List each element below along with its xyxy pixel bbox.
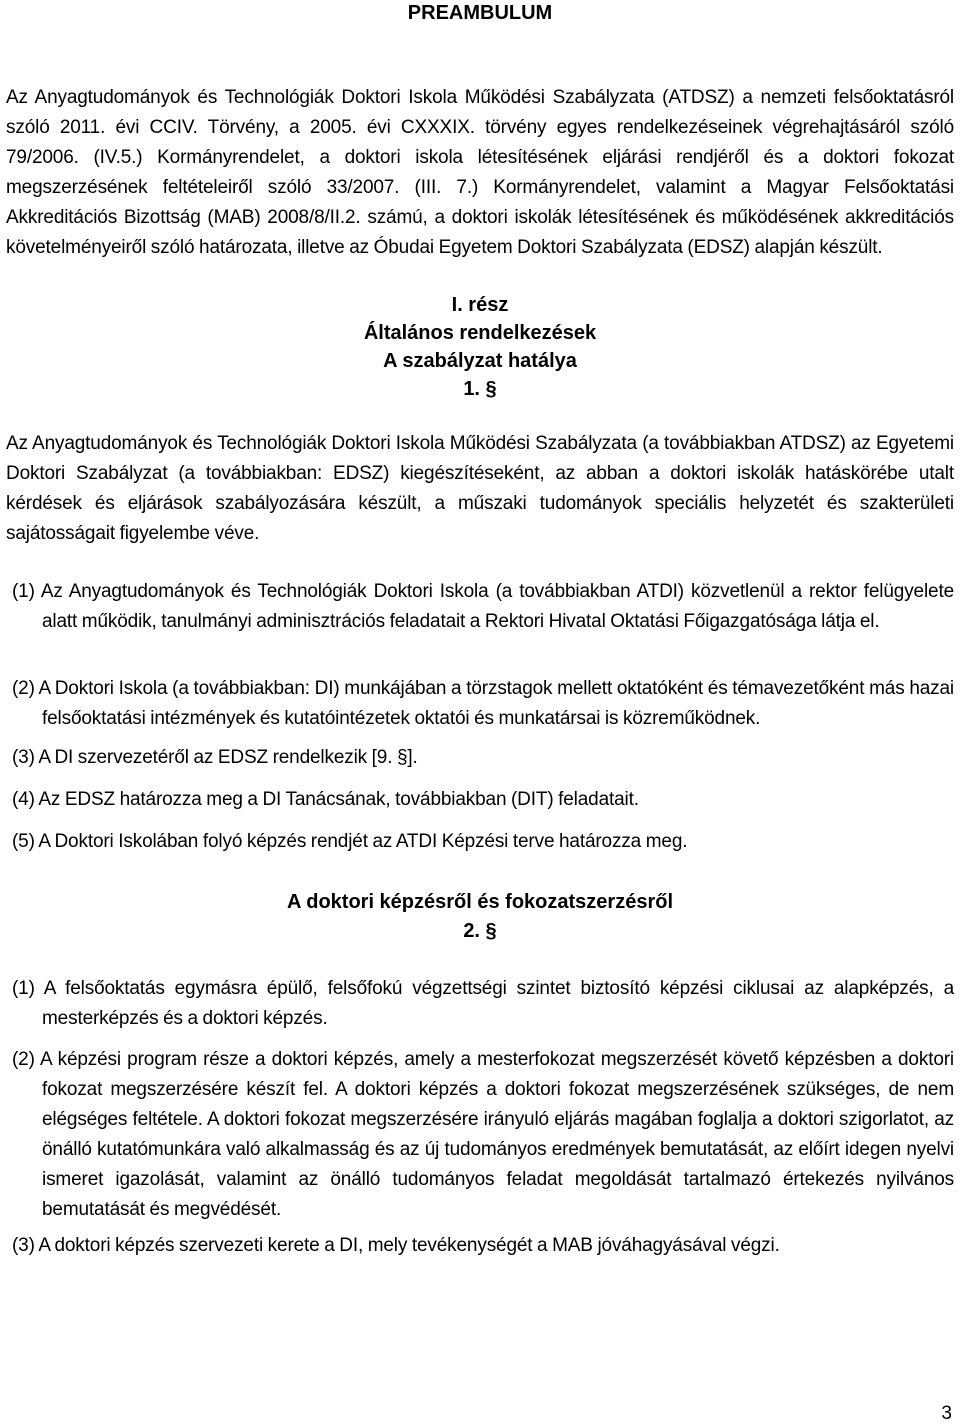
item-text: A doktori képzés szervezeti kerete a DI, mely tevékenységét a MAB jóváhagyásával végzi.	[38, 1235, 780, 1256]
item-number: (2)	[12, 678, 35, 699]
section-1-item-4	[6, 785, 954, 815]
item-number: (1)	[12, 581, 35, 602]
section-1-item-2	[6, 674, 954, 734]
section-1-item-3	[6, 743, 954, 773]
item-number: (5)	[12, 831, 35, 852]
item-text: A DI szervezetéről az EDSZ rendelkezik [9. §].	[38, 747, 418, 768]
section-2-title: A doktori képzésről és fokozatszerzésről	[286, 891, 674, 913]
item-text: A Doktori Iskola (a továbbiakban: DI) munkájában a törzstagok mellett oktatóként és témavezetőként más hazai felsőoktatási intézmények és kutatóintézetek oktatói és munkatársai is közreműködnek.	[38, 678, 954, 729]
section-2-number: 2. §	[463, 920, 497, 942]
item-text: A képzési program része a doktori képzés, amely a mesterfokozat megszerzését követő képzésben a doktori fokozat megszerzésére készít fel. A doktori képzés a doktori fokozat megszerzésének szükséges, de nem elégséges feltétele. A doktori fokozat megszerzésére irányuló eljárás magában foglalja a doktori szigorlatot, az önálló kutatómunkára való alkalmasság és az új tudományos eredmények bemutatását, az előírt idegen nyelvi ismeret igazolását, valamint az önálló tudományos feladat megoldását tartalmazó értekezés nyilvános bemutatását és megvédését.	[39, 1049, 954, 1220]
item-number: (4)	[12, 789, 35, 810]
item-number: (1)	[12, 978, 35, 999]
item-number: (3)	[12, 1235, 35, 1256]
part-title: I. rész	[451, 294, 509, 316]
section-2-item-3	[6, 1231, 954, 1261]
section-2-item-1	[6, 974, 954, 1034]
section-1-intro: Az Anyagtudományok és Technológiák Doktori Iskola Működési Szabályzata (a továbbiakban ATDSZ) az Egyetemi Doktori Szabályzat (a továbbiakban: EDSZ) kiegészítéseként, az abban a doktori iskolák hatáskörébe utalt kérdések és eljárások szabályozására készült, a műszaki tudományok speciális helyzetét és szakterületi sajátosságait figyelembe véve.	[6, 433, 954, 544]
section-1-item-1	[6, 577, 954, 637]
page-number: 3	[941, 1403, 952, 1424]
item-text: A felsőoktatás egymásra épülő, felsőfokú végzettségi szintet biztosító képzési ciklusai az alapképzés, a mesterképzés és a doktori képzés.	[42, 978, 954, 1029]
item-text: Az EDSZ határozza meg a DI Tanácsának, továbbiakban (DIT) feladatait.	[38, 789, 639, 810]
preamble-title: PREAMBULUM	[407, 2, 553, 24]
part-subtitle: Általános rendelkezések	[363, 322, 597, 344]
section-1-title: A szabályzat hatálya	[383, 350, 577, 372]
item-text: Az Anyagtudományok és Technológiák Doktori Iskola (a továbbiakban ATDI) közvetlenül a rektor felügyelete alatt működik, tanulmányi adminisztrációs feladatait a Rektori Hivatal Oktatási Főigazgatósága látja el.	[40, 581, 954, 632]
section-1-item-5	[6, 827, 954, 857]
item-text: A Doktori Iskolában folyó képzés rendjét az ATDI Képzési terve határozza meg.	[38, 831, 688, 852]
item-number: (3)	[12, 747, 35, 768]
section-2-item-2	[6, 1045, 954, 1225]
item-number: (2)	[12, 1049, 35, 1070]
preamble-text: Az Anyagtudományok és Technológiák Doktori Iskola Működési Szabályzata (ATDSZ) a nemzeti felsőoktatásról szóló 2011. évi CCIV. Törvény, a 2005. évi CXXXIX. törvény egyes rendelkezéseinek végrehajtásáról szóló 79/2006. (IV.5.) Kormányrendelet, a doktori iskola létesítésének eljárási rendjéről és a doktori fokozat megszerzésének feltételeiről szóló 33/2007. (III. 7.) Kormányrendelet, valamint a Magyar Felsőoktatási Akkreditációs Bizottság (MAB) 2008/8/II.2. számú, a doktori iskolák létesítésének és működésének akkreditációs követelményeiről szóló határozata, illetve az Óbudai Egyetem Doktori Szabályzata (EDSZ) alapján készült.	[6, 87, 954, 258]
section-1-number: 1. §	[463, 378, 497, 400]
